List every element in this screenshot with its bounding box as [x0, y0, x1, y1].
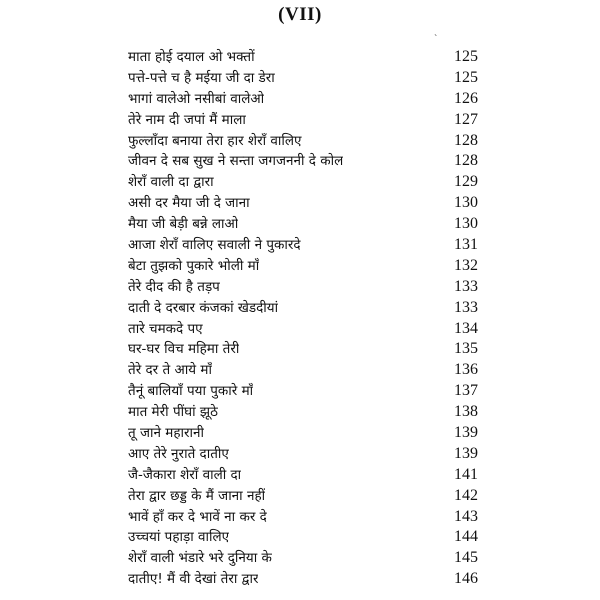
toc-entry [128, 339, 478, 360]
toc-entry [128, 319, 478, 340]
toc-entry-page-number: 130 [454, 215, 478, 233]
toc-entry [128, 256, 478, 277]
toc-entry [128, 423, 478, 444]
toc-entry-page-number: 132 [454, 256, 478, 274]
toc-entry [128, 569, 478, 590]
toc-entry-title: आजा शेराँ वालिए सवाली ने पुकारदे [128, 237, 301, 254]
toc-entry-page-number: 136 [454, 361, 478, 379]
toc-entry-title: भागां वालेओ नसीबां वालेओ [128, 90, 265, 107]
toc-entry-page-number: 131 [454, 236, 478, 254]
toc-entry [128, 68, 478, 89]
toc-entry-page-number: 135 [454, 340, 478, 358]
section-heading: (VII) [278, 4, 322, 25]
toc-entry-title: बेटा तुझको पुकारे भोली माँ [128, 257, 260, 274]
toc-entry-page-number: 139 [454, 444, 478, 462]
toc-entry-page-number: 138 [454, 403, 478, 421]
toc-entry-page-number: 137 [454, 382, 478, 400]
toc-entry [128, 131, 478, 152]
toc-entry-title: दातीए! मैं वी देखां तेरा द्वार [128, 571, 259, 588]
stray-mark: ` [434, 34, 438, 45]
toc-entry-page-number: 128 [454, 131, 478, 149]
toc-entry [128, 486, 478, 507]
toc-entry-title: मात मेरी पींघां झूठे [128, 404, 218, 421]
toc-entry-page-number: 145 [454, 549, 478, 567]
toc-entry [128, 89, 478, 110]
toc-entry-page-number: 125 [454, 48, 478, 65]
toc-entry [128, 360, 478, 381]
toc-entry-title: तैनूं बालियाँ पया पुकारे माँ [128, 383, 254, 400]
toc-entry-page-number: 133 [454, 277, 478, 295]
toc-entry-title: तारे चमकदे पए [128, 320, 203, 337]
toc-entry [128, 402, 478, 423]
toc-entry [128, 548, 478, 569]
toc-entry-title: तेरे दर ते आये माँ [128, 362, 212, 379]
toc-entry-page-number: 143 [454, 507, 478, 525]
toc-entry-page-number: 133 [454, 298, 478, 316]
toc-entry [128, 527, 478, 548]
toc-entry-title: आए तेरे नुराते दातीए [128, 445, 229, 462]
toc-entry [128, 507, 478, 528]
toc-entry-page-number: 129 [454, 173, 478, 191]
toc-entry-title: दाती दे दरबार कंजकां खेडदीयां [128, 299, 279, 316]
toc-entry-title: जै-जैकारा शेराँ वाली दा [128, 466, 242, 483]
toc-entry-title: तेरा द्वार छड्ड के मैं जाना नहीं [128, 487, 266, 504]
toc-entry [128, 465, 478, 486]
toc-entry-page-number: 127 [454, 110, 478, 128]
toc-entry-title: शेराँ वाली भंडारे भरे दुनिया के [128, 550, 272, 567]
toc-entry-title: उच्चयां पहाड़ा वालिए [128, 529, 230, 546]
toc-entry-page-number: 141 [454, 465, 478, 483]
toc-entry-page-number: 126 [454, 89, 478, 107]
toc-entry [128, 47, 478, 68]
toc-entry [128, 381, 478, 402]
toc-entry-title: शेराँ वाली दा द्वारा [128, 174, 214, 191]
toc-entry-title: जीवन दे सब सुख ने सन्ता जगजननी दे कोल [128, 153, 344, 170]
toc-entry [128, 193, 478, 214]
toc-entry [128, 235, 478, 256]
toc-entry-title: फुल्लाँदा बनाया तेरा हार शेराँ वालिए [128, 132, 302, 149]
toc-entry [128, 444, 478, 465]
toc-entry-page-number: 142 [454, 486, 478, 504]
table-of-contents [128, 47, 478, 590]
toc-entry-page-number: 146 [454, 570, 478, 588]
toc-entry-page-number: 139 [454, 424, 478, 442]
toc-entry-title: माता होई दयाल ओ भक्तों [128, 49, 255, 65]
toc-entry-title: तेरे दीद की है तड़प [128, 278, 220, 295]
toc-entry-title: पत्ते-पत्ते च है मईया जी दा डेरा [128, 69, 275, 86]
toc-entry-title: तेरे नाम दी जपां मैं माला [128, 111, 246, 128]
toc-entry [128, 298, 478, 319]
toc-entry [128, 172, 478, 193]
toc-entry [128, 151, 478, 172]
toc-entry-page-number: 128 [454, 152, 478, 170]
toc-entry-page-number: 125 [454, 68, 478, 86]
toc-entry-title: भावें हाँ कर दे भावें ना कर दे [128, 508, 267, 525]
toc-entry-title: तू जाने महारानी [128, 425, 205, 442]
toc-entry-page-number: 134 [454, 319, 478, 337]
toc-entry-page-number: 130 [454, 194, 478, 212]
toc-entry [128, 277, 478, 298]
toc-entry-title: मैया जी बेड़ी बन्ने लाओ [128, 216, 239, 233]
toc-entry [128, 214, 478, 235]
toc-entry [128, 110, 478, 131]
toc-entry-title: असी दर मैया जी दे जाना [128, 195, 250, 212]
toc-entry-page-number: 144 [454, 528, 478, 546]
toc-entry-title: घर-घर विच महिमा तेरी [128, 341, 240, 358]
